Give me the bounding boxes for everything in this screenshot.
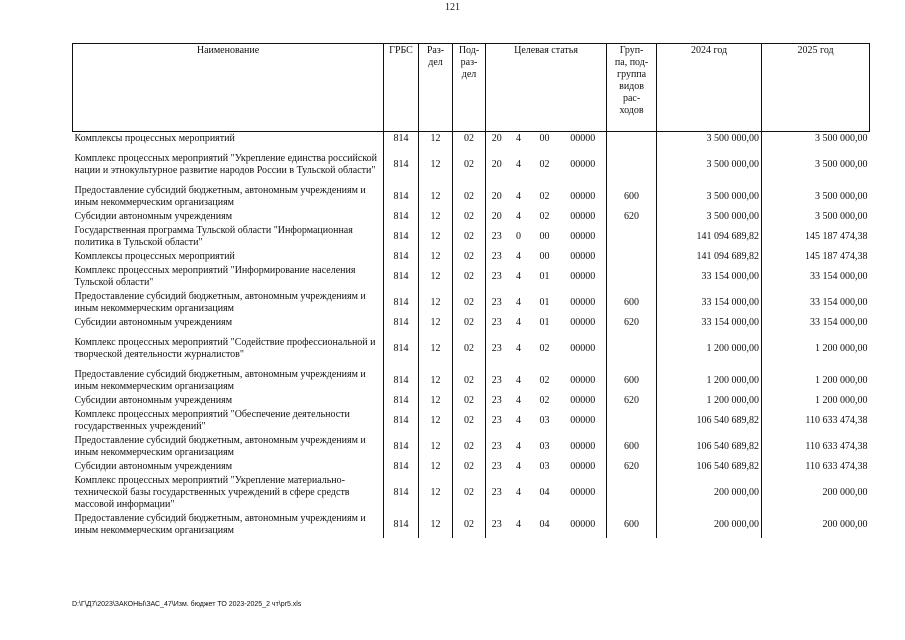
row-razdel: 12: [419, 210, 453, 224]
row-event-code: 01: [539, 270, 550, 282]
row-grbs: 814: [384, 460, 419, 474]
row-subprogram-code: 4: [516, 394, 521, 406]
row-grbs: 814: [384, 224, 419, 250]
row-expense-group: [607, 250, 657, 264]
row-expense-group: 620: [607, 210, 657, 224]
row-event-code: 02: [539, 394, 550, 406]
row-event-code: 00: [539, 230, 550, 242]
row-direction-code: 00000: [570, 460, 596, 472]
row-program-code: 23: [486, 408, 508, 434]
row-subprogram-code: 4: [516, 518, 521, 530]
header-grbs: ГРБС: [384, 44, 419, 132]
row-direction-code: 00000: [570, 132, 596, 144]
row-razdel: 12: [419, 290, 453, 316]
row-event-code: 00: [539, 132, 550, 144]
row-expense-group: [607, 408, 657, 434]
row-direction-code: 00000: [570, 342, 596, 354]
row-subprogram-code: 4: [516, 316, 521, 328]
row-subprogram-code: 4: [516, 414, 521, 426]
row-podrazdel: 02: [453, 146, 486, 184]
row-razdel: 12: [419, 316, 453, 330]
row-name: Комплексы процессных мероприятий: [74, 250, 235, 262]
row-expense-group: [607, 330, 657, 368]
header-podrazdel: Под- раз- дел: [453, 44, 486, 132]
row-event-code: 02: [539, 158, 550, 170]
row-event-code: 03: [539, 460, 550, 472]
row-amount-2025: 145 187 474,38: [762, 250, 870, 264]
row-amount-2025: 110 633 474,38: [762, 460, 870, 474]
header-target-article: Целевая статья: [486, 44, 607, 132]
row-grbs: 814: [384, 368, 419, 394]
row-event-code: 03: [539, 440, 550, 452]
row-subprogram-code: 4: [516, 460, 521, 472]
row-name: Предоставление субсидий бюджетным, автономным учреждениям и иным некоммерческим организациям: [74, 434, 366, 458]
row-event-code: 02: [539, 190, 550, 202]
row-expense-group: 600: [607, 434, 657, 460]
row-event-code: 01: [539, 316, 550, 328]
row-name: Комплекс процессных мероприятий "Информирование населения Тульской области": [74, 264, 356, 288]
row-amount-2024: 106 540 689,82: [657, 408, 762, 434]
row-amount-2024: 106 540 689,82: [657, 460, 762, 474]
budget-table: [72, 43, 870, 538]
row-razdel: 12: [419, 368, 453, 394]
row-subprogram-code: 4: [516, 210, 521, 222]
row-name: Субсидии автономным учреждениям: [74, 210, 233, 222]
row-amount-2025: 3 500 000,00: [762, 210, 870, 224]
table-row: [73, 460, 870, 474]
row-podrazdel: 02: [453, 394, 486, 408]
row-amount-2024: 33 154 000,00: [657, 290, 762, 316]
table-row: [73, 368, 870, 394]
row-razdel: 12: [419, 394, 453, 408]
row-program-code: 23: [486, 264, 508, 290]
row-name: Субсидии автономным учреждениям: [74, 460, 233, 472]
row-podrazdel: 02: [453, 408, 486, 434]
row-subprogram-code: 4: [516, 342, 521, 354]
row-program-code: 20: [486, 184, 508, 210]
row-razdel: 12: [419, 264, 453, 290]
row-amount-2025: 3 500 000,00: [762, 184, 870, 210]
row-podrazdel: 02: [453, 264, 486, 290]
row-expense-group: 600: [607, 512, 657, 538]
row-subprogram-code: 4: [516, 374, 521, 386]
row-grbs: 814: [384, 146, 419, 184]
row-podrazdel: 02: [453, 316, 486, 330]
file-path: D:\Г\Д7\2023\ЗАКОНЫ\ЗАС_47\Изм. бюджет ТО 2023-2025_2 чт\pr5.xls: [72, 601, 302, 608]
row-razdel: 12: [419, 184, 453, 210]
row-direction-code: 00000: [570, 210, 596, 222]
row-expense-group: 620: [607, 394, 657, 408]
row-expense-group: 620: [607, 460, 657, 474]
row-direction-code: 00000: [570, 486, 596, 498]
row-name: Предоставление субсидий бюджетным, автономным учреждениям и иным некоммерческим организациям: [74, 368, 366, 392]
row-amount-2024: 141 094 689,82: [657, 250, 762, 264]
row-name: Предоставление субсидий бюджетным, автономным учреждениям и иным некоммерческим организациям: [74, 184, 366, 208]
row-direction-code: 00000: [570, 250, 596, 262]
table-row: [73, 330, 870, 368]
row-grbs: 814: [384, 184, 419, 210]
row-subprogram-code: 4: [516, 190, 521, 202]
row-event-code: 02: [539, 374, 550, 386]
row-subprogram-code: 4: [516, 132, 521, 144]
row-name: Комплекс процессных мероприятий "Содействие профессиональной и творческой деятельности журналистов": [74, 336, 376, 360]
row-subprogram-code: 4: [516, 250, 521, 262]
row-podrazdel: 02: [453, 512, 486, 538]
row-name: Комплекс процессных мероприятий "Укрепление материально-технической базы государственных учреждений в сфере средств массовой информации": [74, 474, 350, 510]
row-amount-2024: 106 540 689,82: [657, 434, 762, 460]
row-grbs: 814: [384, 316, 419, 330]
row-direction-code: 00000: [570, 518, 596, 530]
row-expense-group: 620: [607, 316, 657, 330]
table-row: [73, 408, 870, 434]
row-razdel: 12: [419, 330, 453, 368]
row-amount-2024: 3 500 000,00: [657, 146, 762, 184]
table-row: [73, 132, 870, 146]
row-podrazdel: 02: [453, 210, 486, 224]
row-razdel: 12: [419, 434, 453, 460]
table-row: [73, 316, 870, 330]
table-row: [73, 512, 870, 538]
row-subprogram-code: 0: [516, 230, 521, 242]
row-event-code: 01: [539, 296, 550, 308]
row-razdel: 12: [419, 512, 453, 538]
row-razdel: 12: [419, 408, 453, 434]
row-podrazdel: 02: [453, 184, 486, 210]
row-amount-2025: 200 000,00: [762, 512, 870, 538]
row-program-code: 23: [486, 460, 508, 474]
row-direction-code: 00000: [570, 158, 596, 170]
row-amount-2025: 33 154 000,00: [762, 264, 870, 290]
row-podrazdel: 02: [453, 474, 486, 512]
row-event-code: 03: [539, 414, 550, 426]
row-program-code: 23: [486, 394, 508, 408]
row-subprogram-code: 4: [516, 158, 521, 170]
row-razdel: 12: [419, 474, 453, 512]
row-podrazdel: 02: [453, 368, 486, 394]
row-name: Комплекс процессных мероприятий "Укрепление единства российской нации и этнокультурное развитие народов России в Тульской области": [74, 152, 378, 176]
row-program-code: 20: [486, 210, 508, 224]
table-row: [73, 210, 870, 224]
row-subprogram-code: 4: [516, 296, 521, 308]
row-grbs: 814: [384, 250, 419, 264]
table-row: [73, 250, 870, 264]
row-amount-2024: 1 200 000,00: [657, 368, 762, 394]
row-podrazdel: 02: [453, 330, 486, 368]
row-program-code: 23: [486, 316, 508, 330]
row-amount-2024: 33 154 000,00: [657, 264, 762, 290]
table-row: [73, 434, 870, 460]
table-header-row: [73, 44, 870, 132]
row-amount-2025: 110 633 474,38: [762, 408, 870, 434]
row-podrazdel: 02: [453, 224, 486, 250]
row-subprogram-code: 4: [516, 440, 521, 452]
row-grbs: 814: [384, 330, 419, 368]
row-event-code: 02: [539, 210, 550, 222]
row-expense-group: 600: [607, 290, 657, 316]
row-program-code: 23: [486, 512, 508, 538]
row-amount-2024: 1 200 000,00: [657, 394, 762, 408]
row-amount-2025: 200 000,00: [762, 474, 870, 512]
row-event-code: 00: [539, 250, 550, 262]
row-grbs: 814: [384, 290, 419, 316]
row-name: Субсидии автономным учреждениям: [74, 316, 233, 328]
row-amount-2025: 1 200 000,00: [762, 368, 870, 394]
header-year-2024: 2024 год: [657, 44, 762, 132]
table-row: [73, 474, 870, 512]
row-amount-2024: 200 000,00: [657, 474, 762, 512]
row-amount-2024: 3 500 000,00: [657, 132, 762, 146]
row-podrazdel: 02: [453, 460, 486, 474]
row-grbs: 814: [384, 210, 419, 224]
row-direction-code: 00000: [570, 316, 596, 328]
row-amount-2025: 145 187 474,38: [762, 224, 870, 250]
row-razdel: 12: [419, 460, 453, 474]
row-amount-2025: 33 154 000,00: [762, 316, 870, 330]
row-amount-2025: 3 500 000,00: [762, 132, 870, 146]
header-razdel: Раз- дел: [419, 44, 453, 132]
row-name: Предоставление субсидий бюджетным, автономным учреждениям и иным некоммерческим организациям: [74, 290, 366, 314]
row-event-code: 04: [539, 486, 550, 498]
header-expense-group: Груп- па, под- группа видов рас- ходов: [607, 44, 657, 132]
row-event-code: 02: [539, 342, 550, 354]
row-grbs: 814: [384, 394, 419, 408]
row-direction-code: 00000: [570, 270, 596, 282]
row-direction-code: 00000: [570, 190, 596, 202]
row-expense-group: 600: [607, 184, 657, 210]
table-row: [73, 264, 870, 290]
row-amount-2025: 1 200 000,00: [762, 330, 870, 368]
row-podrazdel: 02: [453, 290, 486, 316]
table-row: [73, 290, 870, 316]
row-subprogram-code: 4: [516, 270, 521, 282]
row-name: Субсидии автономным учреждениям: [74, 394, 233, 406]
row-program-code: 23: [486, 434, 508, 460]
row-podrazdel: 02: [453, 434, 486, 460]
row-program-code: 23: [486, 250, 508, 264]
table-row: [73, 146, 870, 184]
row-event-code: 04: [539, 518, 550, 530]
row-amount-2025: 3 500 000,00: [762, 146, 870, 184]
row-program-code: 20: [486, 132, 508, 146]
table-row: [73, 224, 870, 250]
row-razdel: 12: [419, 146, 453, 184]
row-razdel: 12: [419, 132, 453, 146]
table-body: [73, 132, 870, 538]
row-grbs: 814: [384, 264, 419, 290]
row-direction-code: 00000: [570, 230, 596, 242]
page-number: 121: [445, 2, 460, 13]
table-row: [73, 184, 870, 210]
row-program-code: 23: [486, 330, 508, 368]
header-name: Наименование: [73, 44, 384, 132]
row-grbs: 814: [384, 512, 419, 538]
row-program-code: 23: [486, 368, 508, 394]
row-amount-2024: 3 500 000,00: [657, 184, 762, 210]
header-year-2025: 2025 год: [762, 44, 870, 132]
row-expense-group: 600: [607, 368, 657, 394]
row-podrazdel: 02: [453, 250, 486, 264]
row-amount-2024: 33 154 000,00: [657, 316, 762, 330]
row-direction-code: 00000: [570, 440, 596, 452]
row-amount-2025: 1 200 000,00: [762, 394, 870, 408]
row-grbs: 814: [384, 474, 419, 512]
row-amount-2024: 200 000,00: [657, 512, 762, 538]
row-name: Комплекс процессных мероприятий "Обеспечение деятельности государственных учреждений": [74, 408, 350, 432]
row-grbs: 814: [384, 132, 419, 146]
row-podrazdel: 02: [453, 132, 486, 146]
row-expense-group: [607, 224, 657, 250]
row-amount-2024: 141 094 689,82: [657, 224, 762, 250]
row-subprogram-code: 4: [516, 486, 521, 498]
row-program-code: 20: [486, 146, 508, 184]
row-program-code: 23: [486, 474, 508, 512]
row-amount-2025: 33 154 000,00: [762, 290, 870, 316]
row-grbs: 814: [384, 434, 419, 460]
row-program-code: 23: [486, 224, 508, 250]
row-program-code: 23: [486, 290, 508, 316]
row-grbs: 814: [384, 408, 419, 434]
row-direction-code: 00000: [570, 394, 596, 406]
row-name: Предоставление субсидий бюджетным, автономным учреждениям и иным некоммерческим организациям: [74, 512, 366, 536]
table-row: [73, 394, 870, 408]
row-razdel: 12: [419, 224, 453, 250]
row-direction-code: 00000: [570, 296, 596, 308]
row-direction-code: 00000: [570, 374, 596, 386]
row-expense-group: [607, 132, 657, 146]
row-expense-group: [607, 264, 657, 290]
row-expense-group: [607, 146, 657, 184]
row-name: Комплексы процессных мероприятий: [74, 132, 235, 144]
row-razdel: 12: [419, 250, 453, 264]
row-amount-2025: 110 633 474,38: [762, 434, 870, 460]
row-expense-group: [607, 474, 657, 512]
row-direction-code: 00000: [570, 414, 596, 426]
row-amount-2024: 3 500 000,00: [657, 210, 762, 224]
row-name: Государственная программа Тульской области "Информационная политика в Тульской области": [74, 224, 353, 248]
row-amount-2024: 1 200 000,00: [657, 330, 762, 368]
